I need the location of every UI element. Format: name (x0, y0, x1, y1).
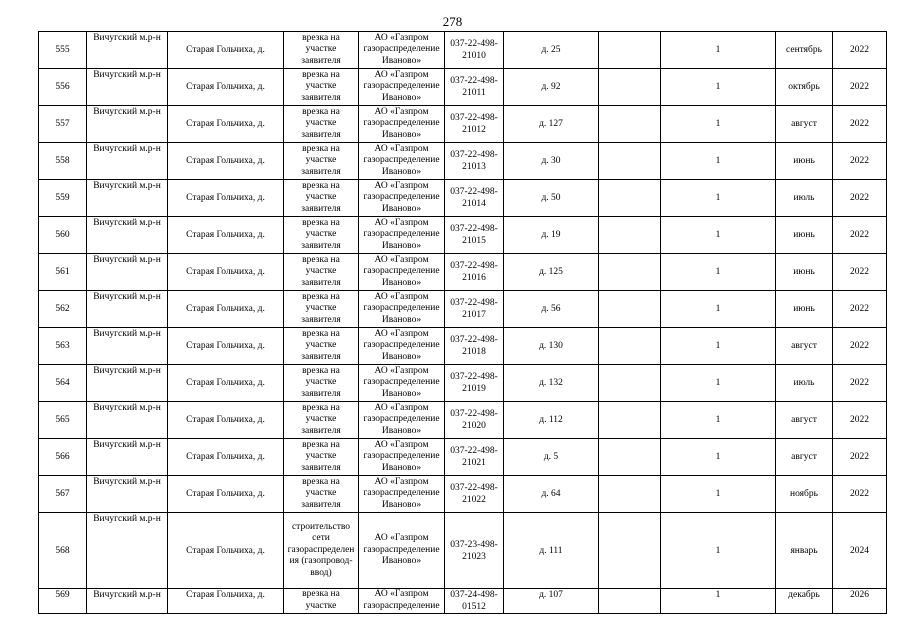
house-number: д. 125 (504, 254, 599, 291)
year: 2024 (833, 513, 887, 589)
empty-cell (599, 589, 661, 614)
work-type: врезка на участке заявителя (284, 217, 359, 254)
locality: Старая Гольчиха, д. (168, 513, 284, 589)
month: ноябрь (776, 476, 833, 513)
organization: АО «Газпром газораспределение Иваново» (359, 476, 445, 513)
work-type: врезка на участке заявителя (284, 365, 359, 402)
locality: Старая Гольчиха, д. (168, 365, 284, 402)
year: 2022 (833, 476, 887, 513)
month: июль (776, 365, 833, 402)
row-number: 556 (39, 69, 87, 106)
locality: Старая Гольчиха, д. (168, 291, 284, 328)
organization: АО «Газпром газораспределение Иваново» (359, 69, 445, 106)
locality: Старая Гольчиха, д. (168, 439, 284, 476)
year: 2026 (833, 589, 887, 614)
empty-cell (599, 106, 661, 143)
work-type: врезка на участке заявителя (284, 32, 359, 69)
row-number: 555 (39, 32, 87, 69)
application-code: 037-22-498-21015 (445, 217, 504, 254)
district: Вичугский м.р-н (87, 32, 168, 69)
organization: АО «Газпром газораспределение (359, 589, 445, 614)
house-number: д. 111 (504, 513, 599, 589)
application-code: 037-22-498-21011 (445, 69, 504, 106)
row-number: 568 (39, 513, 87, 589)
row-number: 559 (39, 180, 87, 217)
work-type: врезка на участке заявителя (284, 143, 359, 180)
district: Вичугский м.р-н (87, 291, 168, 328)
year: 2022 (833, 69, 887, 106)
quantity: 1 (661, 69, 776, 106)
quantity: 1 (661, 365, 776, 402)
empty-cell (599, 143, 661, 180)
district: Вичугский м.р-н (87, 513, 168, 589)
empty-cell (599, 365, 661, 402)
organization: АО «Газпром газораспределение Иваново» (359, 106, 445, 143)
locality: Старая Гольчиха, д. (168, 106, 284, 143)
quantity: 1 (661, 589, 776, 614)
row-number: 565 (39, 402, 87, 439)
application-code: 037-24-498-01512 (445, 589, 504, 614)
work-type: врезка на участке заявителя (284, 476, 359, 513)
row-number: 558 (39, 143, 87, 180)
district: Вичугский м.р-н (87, 476, 168, 513)
locality: Старая Гольчиха, д. (168, 328, 284, 365)
application-code: 037-22-498-21016 (445, 254, 504, 291)
quantity: 1 (661, 476, 776, 513)
row-number: 567 (39, 476, 87, 513)
empty-cell (599, 32, 661, 69)
organization: АО «Газпром газораспределение Иваново» (359, 328, 445, 365)
month: октябрь (776, 69, 833, 106)
year: 2022 (833, 439, 887, 476)
district: Вичугский м.р-н (87, 180, 168, 217)
quantity: 1 (661, 106, 776, 143)
table-row (39, 32, 887, 69)
work-type: врезка на участке заявителя (284, 180, 359, 217)
month: декабрь (776, 589, 833, 614)
month: июль (776, 180, 833, 217)
application-code: 037-22-498-21022 (445, 476, 504, 513)
table-row (39, 217, 887, 254)
locality: Старая Гольчиха, д. (168, 143, 284, 180)
application-code: 037-22-498-21014 (445, 180, 504, 217)
work-type: врезка на участке заявителя (284, 328, 359, 365)
organization: АО «Газпром газораспределение Иваново» (359, 254, 445, 291)
table-row (39, 439, 887, 476)
house-number: д. 19 (504, 217, 599, 254)
row-number: 561 (39, 254, 87, 291)
table-row (39, 69, 887, 106)
month: август (776, 328, 833, 365)
year: 2022 (833, 217, 887, 254)
quantity: 1 (661, 328, 776, 365)
locality: Старая Гольчиха, д. (168, 32, 284, 69)
application-code: 037-22-498-21019 (445, 365, 504, 402)
application-code: 037-22-498-21018 (445, 328, 504, 365)
month: август (776, 106, 833, 143)
table-row (39, 476, 887, 513)
application-code: 037-22-498-21020 (445, 402, 504, 439)
locality: Старая Гольчиха, д. (168, 217, 284, 254)
quantity: 1 (661, 217, 776, 254)
month: июнь (776, 217, 833, 254)
district: Вичугский м.р-н (87, 143, 168, 180)
quantity: 1 (661, 32, 776, 69)
row-number: 564 (39, 365, 87, 402)
empty-cell (599, 69, 661, 106)
house-number: д. 130 (504, 328, 599, 365)
empty-cell (599, 402, 661, 439)
page-number: 278 (442, 14, 463, 29)
locality: Старая Гольчиха, д. (168, 254, 284, 291)
house-number: д. 107 (504, 589, 599, 614)
house-number: д. 5 (504, 439, 599, 476)
district: Вичугский м.р-н (87, 439, 168, 476)
organization: АО «Газпром газораспределение Иваново» (359, 32, 445, 69)
quantity: 1 (661, 143, 776, 180)
row-number: 562 (39, 291, 87, 328)
month: август (776, 439, 833, 476)
quantity: 1 (661, 254, 776, 291)
month: январь (776, 513, 833, 589)
empty-cell (599, 328, 661, 365)
row-number: 566 (39, 439, 87, 476)
application-code: 037-22-498-21021 (445, 439, 504, 476)
row-number: 563 (39, 328, 87, 365)
quantity: 1 (661, 402, 776, 439)
work-type: врезка на участке заявителя (284, 69, 359, 106)
house-number: д. 92 (504, 69, 599, 106)
application-code: 037-23-498-21023 (445, 513, 504, 589)
application-code: 037-22-498-21012 (445, 106, 504, 143)
work-type: врезка на участке заявителя (284, 106, 359, 143)
year: 2022 (833, 32, 887, 69)
month: сентябрь (776, 32, 833, 69)
quantity: 1 (661, 439, 776, 476)
application-code: 037-22-498-21017 (445, 291, 504, 328)
locality: Старая Гольчиха, д. (168, 402, 284, 439)
district: Вичугский м.р-н (87, 217, 168, 254)
quantity: 1 (661, 180, 776, 217)
house-number: д. 127 (504, 106, 599, 143)
district: Вичугский м.р-н (87, 328, 168, 365)
row-number: 569 (39, 589, 87, 614)
organization: АО «Газпром газораспределение Иваново» (359, 291, 445, 328)
table-row (39, 143, 887, 180)
locality: Старая Гольчиха, д. (168, 476, 284, 513)
locality: Старая Гольчиха, д. (168, 589, 284, 614)
quantity: 1 (661, 291, 776, 328)
year: 2022 (833, 328, 887, 365)
house-number: д. 132 (504, 365, 599, 402)
table-row (39, 291, 887, 328)
table-body (39, 32, 887, 614)
table-row (39, 365, 887, 402)
organization: АО «Газпром газораспределение Иваново» (359, 143, 445, 180)
table-row (39, 589, 887, 614)
house-number: д. 112 (504, 402, 599, 439)
application-code: 037-22-498-21013 (445, 143, 504, 180)
house-number: д. 64 (504, 476, 599, 513)
organization: АО «Газпром газораспределение Иваново» (359, 513, 445, 589)
organization: АО «Газпром газораспределение Иваново» (359, 402, 445, 439)
year: 2022 (833, 180, 887, 217)
year: 2022 (833, 143, 887, 180)
row-number: 560 (39, 217, 87, 254)
table-row (39, 106, 887, 143)
empty-cell (599, 476, 661, 513)
district: Вичугский м.р-н (87, 589, 168, 614)
month: август (776, 402, 833, 439)
gas-connection-table (38, 31, 887, 614)
empty-cell (599, 254, 661, 291)
work-type: врезка на участке заявителя (284, 291, 359, 328)
house-number: д. 25 (504, 32, 599, 69)
month: июнь (776, 143, 833, 180)
row-number: 557 (39, 106, 87, 143)
house-number: д. 30 (504, 143, 599, 180)
house-number: д. 56 (504, 291, 599, 328)
quantity: 1 (661, 513, 776, 589)
district: Вичугский м.р-н (87, 402, 168, 439)
work-type: врезка на участке (284, 589, 359, 614)
application-code: 037-22-498-21010 (445, 32, 504, 69)
table-row (39, 328, 887, 365)
empty-cell (599, 291, 661, 328)
work-type: врезка на участке заявителя (284, 402, 359, 439)
locality: Старая Гольчиха, д. (168, 180, 284, 217)
table-row (39, 402, 887, 439)
organization: АО «Газпром газораспределение Иваново» (359, 180, 445, 217)
organization: АО «Газпром газораспределение Иваново» (359, 365, 445, 402)
table-row (39, 180, 887, 217)
year: 2022 (833, 106, 887, 143)
year: 2022 (833, 402, 887, 439)
month: июнь (776, 254, 833, 291)
work-type: врезка на участке заявителя (284, 254, 359, 291)
month: июнь (776, 291, 833, 328)
year: 2022 (833, 254, 887, 291)
district: Вичугский м.р-н (87, 106, 168, 143)
empty-cell (599, 180, 661, 217)
district: Вичугский м.р-н (87, 254, 168, 291)
district: Вичугский м.р-н (87, 365, 168, 402)
year: 2022 (833, 365, 887, 402)
locality: Старая Гольчиха, д. (168, 69, 284, 106)
year: 2022 (833, 291, 887, 328)
organization: АО «Газпром газораспределение Иваново» (359, 439, 445, 476)
house-number: д. 50 (504, 180, 599, 217)
table-row (39, 254, 887, 291)
organization: АО «Газпром газораспределение Иваново» (359, 217, 445, 254)
work-type: врезка на участке заявителя (284, 439, 359, 476)
work-type: строительство сети газораспределения (газопровод-ввод) (284, 513, 359, 589)
district: Вичугский м.р-н (87, 69, 168, 106)
empty-cell (599, 439, 661, 476)
empty-cell (599, 513, 661, 589)
empty-cell (599, 217, 661, 254)
table-row (39, 513, 887, 589)
